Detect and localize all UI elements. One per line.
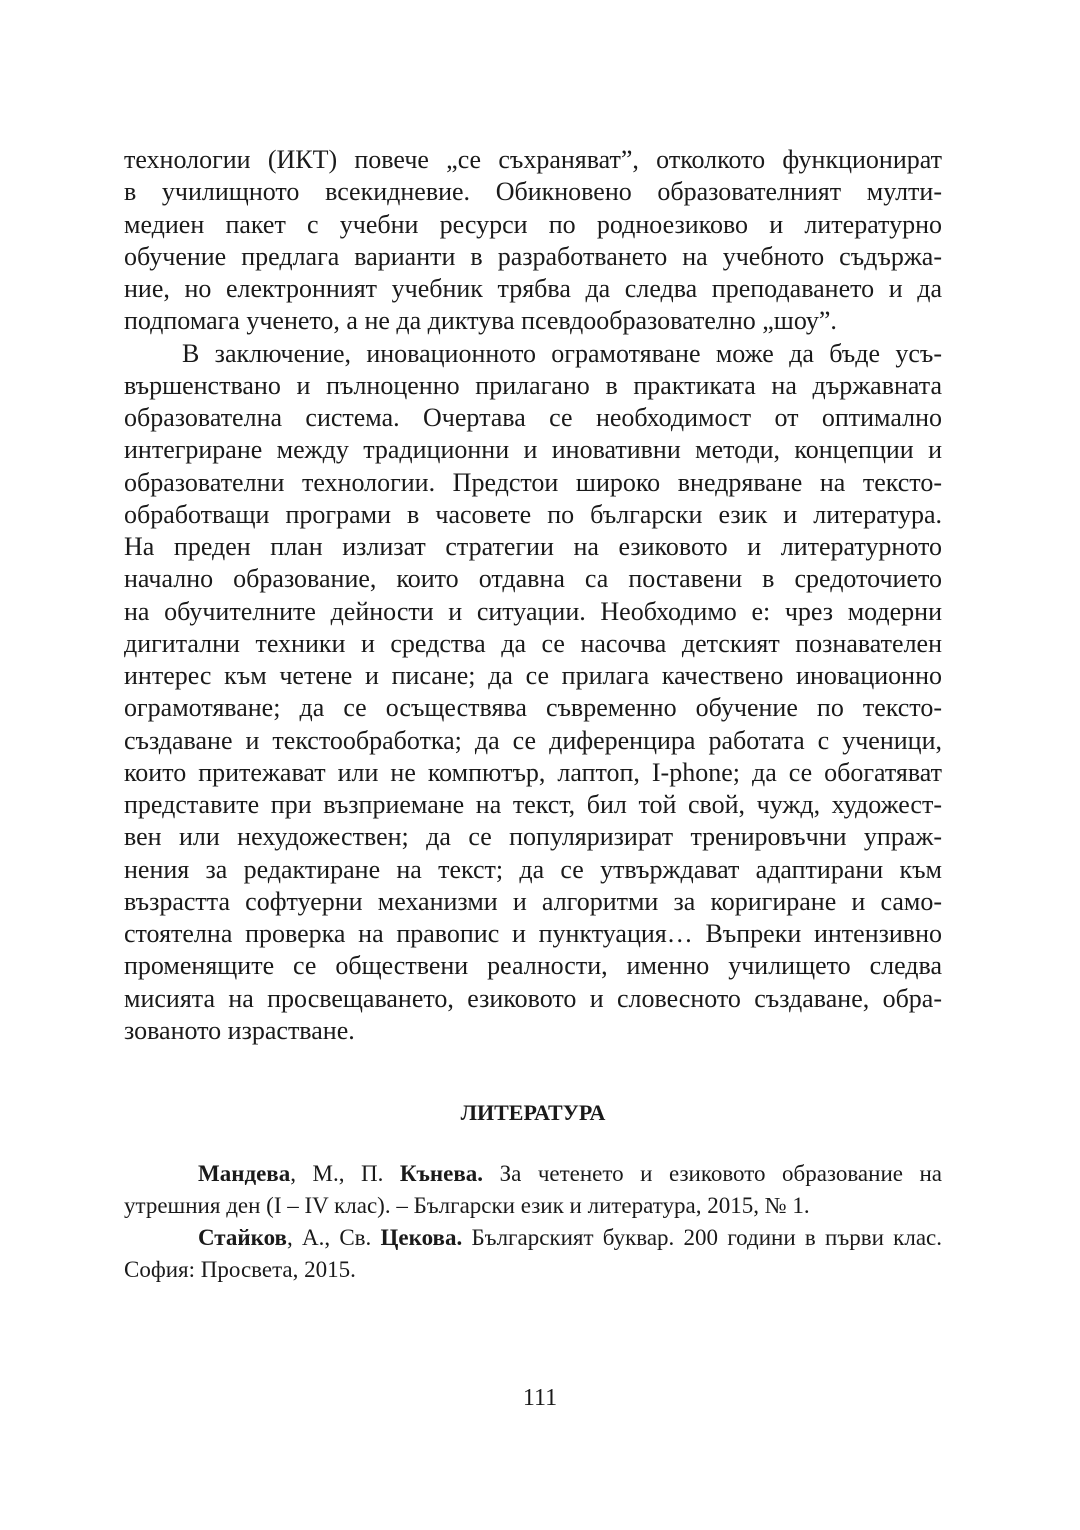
reference-author: Стайков <box>198 1225 287 1250</box>
body-line: На преден план излизат стратегии на езиковото и литературното <box>124 532 942 561</box>
body-line: образователни технологии. Предстои широко внедряване на тексто- <box>124 467 942 497</box>
reference-author: Кънева. <box>399 1161 484 1186</box>
body-line: вен или нехудожествен; да се популяризират тренировъчни упраж- <box>124 822 942 852</box>
body-line: вършенствано и пълноценно прилагано в практиката на държавната <box>124 370 942 400</box>
body-line: в училищното всекидневие. Обикновено образователният мулти- <box>124 177 942 207</box>
reference-item <box>124 1222 942 1286</box>
body-line: интерес към четене и писане; да се прилага качествено иновационно <box>124 661 942 690</box>
body-line: образователна система. Очертава се необходимост от оптимално <box>124 403 942 432</box>
reference-initials: , М., П. <box>290 1161 400 1186</box>
body-line: подпомага ученето, а не да диктува псевдообразователно „шоу”. <box>124 306 837 336</box>
body-line: представите при възприемане на текст, бил той свой, чужд, художест- <box>124 790 942 819</box>
body-line: стоятелна проверка на правопис и пунктуация… Въпреки интензивно <box>124 919 942 948</box>
body-line: които притежават или не компютър, лаптоп, I-phone; да се обогатяват <box>124 757 942 787</box>
references-heading: ЛИТЕРАТУРА <box>460 1100 606 1125</box>
body-line: В заключение, иновационното ограмотяване може да бъде усъ- <box>182 338 942 368</box>
reference-author: Цекова. <box>380 1225 463 1250</box>
reference-first-line <box>124 1222 942 1254</box>
body-line: обучение предлага варианти в разработването на учебното съдържа- <box>124 241 942 271</box>
body-text <box>124 144 942 1047</box>
reference-item <box>124 1158 942 1222</box>
body-line: технологии (ИКТ) повече „се съхраняват”, отколкото функционират <box>124 145 942 174</box>
body-line: нения за редактиране на текст; да се утвърждават адаптирани към <box>124 854 942 884</box>
body-line: дигитални техники и средства да се насочва детският познавателен <box>124 628 942 658</box>
body-line: възрастта софтуерни механизми и алгоритми за коригиране и само- <box>124 886 942 916</box>
body-line: начално образование, които отдавна са поставени в средоточието <box>124 564 942 594</box>
body-line: създаване и текстообработка; да се диференцира работата с ученици, <box>124 725 942 755</box>
body-line: интегриране между традиционни и иновативни методи, концепции и <box>124 435 942 465</box>
reference-second-line: София: Просвета, 2015. <box>124 1257 356 1282</box>
reference-second-line: утрешния ден (I – IV клас). – Български език и литература, 2015, № 1. <box>124 1193 810 1218</box>
reference-initials: , А., Св. <box>286 1225 381 1250</box>
page-number: 111 <box>522 1385 558 1411</box>
reference-author: Мандева <box>198 1161 291 1186</box>
reference-first-line <box>124 1158 942 1190</box>
body-line: мисията на просвещаването, езиковото и словесното създаване, обра- <box>124 983 942 1013</box>
references-list <box>124 1158 942 1286</box>
body-line: зованото израстване. <box>124 1015 355 1045</box>
reference-title: За четенето и езиковото образование на <box>483 1161 942 1186</box>
body-line: ние, но електронният учебник трябва да следва преподаването и да <box>124 274 942 303</box>
body-line: на обучителните дейности и ситуации. Необходимо е: чрез модерни <box>124 596 942 626</box>
body-line: обработващи програми в часовете по български език и литература. <box>124 499 942 529</box>
body-line: медиен пакет с учебни ресурси по родноезиково и литературно <box>124 209 942 239</box>
reference-title: Българският буквар. 200 години в първи клас. <box>462 1225 942 1250</box>
body-line: променящите се обществени реалности, именно училището следва <box>124 951 942 981</box>
body-line: ограмотяване; да се осъществява съвременно обучение по тексто- <box>124 693 942 723</box>
